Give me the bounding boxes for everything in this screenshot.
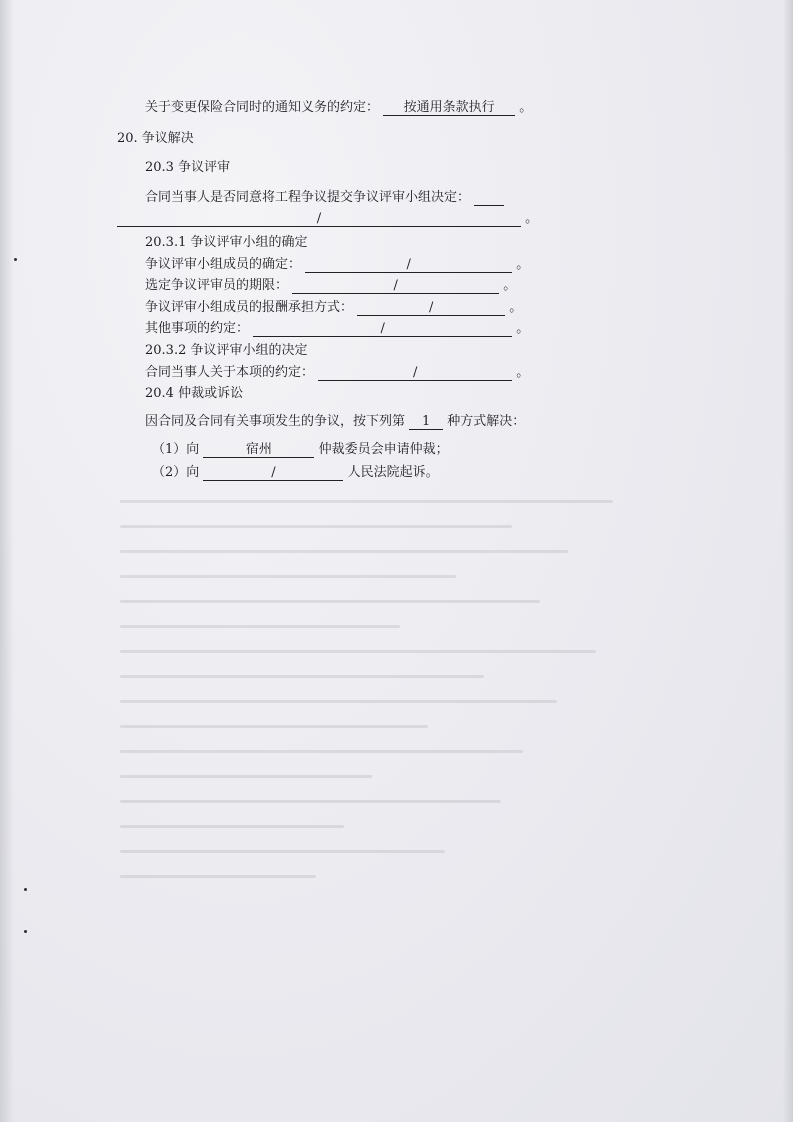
dispute-review-consent-line bbox=[145, 190, 504, 206]
section-heading-20-3-1: 20.3.1 争议评审小组的确定 bbox=[145, 235, 308, 250]
field-label: 争议评审小组成员的确定： bbox=[145, 257, 302, 272]
field-value: 宿州 bbox=[203, 443, 314, 458]
field-label: 其他事项的约定： bbox=[145, 321, 250, 336]
field-label: 合同当事人是否同意将工程争议提交争议评审小组决定： bbox=[145, 190, 471, 205]
field-end: 。 bbox=[516, 257, 530, 272]
dispute-review-consent-continuation bbox=[117, 211, 538, 227]
review-member-determination-line bbox=[145, 257, 529, 273]
field-value: / bbox=[292, 279, 499, 294]
reviewer-selection-deadline-line bbox=[145, 278, 516, 294]
field-label: （2）向 bbox=[152, 465, 200, 480]
field-value: 1 bbox=[409, 415, 443, 430]
section-heading-20: 20. 争议解决 bbox=[117, 131, 194, 146]
field-blank bbox=[474, 191, 504, 206]
field-label: 合同当事人关于本项的约定： bbox=[145, 365, 315, 380]
field-value: 按通用条款执行 bbox=[383, 101, 515, 116]
field-label: （1）向 bbox=[152, 442, 200, 457]
field-end: 人民法院起诉。 bbox=[347, 465, 439, 480]
field-end: 。 bbox=[519, 100, 533, 115]
punch-mark bbox=[24, 888, 27, 891]
field-value: / bbox=[318, 366, 512, 381]
page-shadow-right bbox=[783, 0, 793, 1122]
field-value: / bbox=[253, 322, 512, 337]
litigation-option-line bbox=[152, 465, 439, 481]
field-label: 关于变更保险合同时的通知义务的约定： bbox=[145, 100, 380, 115]
field-end: 。 bbox=[503, 278, 517, 293]
dispute-method-line bbox=[145, 414, 525, 430]
field-end: 。 bbox=[509, 300, 523, 315]
field-value: / bbox=[357, 301, 505, 316]
field-end: 仲裁委员会申请仲裁； bbox=[318, 442, 449, 457]
section-heading-20-3-2: 20.3.2 争议评审小组的决定 bbox=[145, 343, 308, 358]
field-end: 。 bbox=[516, 321, 530, 336]
insurance-change-notice-line bbox=[145, 100, 532, 116]
field-value: / bbox=[117, 212, 521, 227]
field-label: 因合同及合同有关事项发生的争议，按下列第 bbox=[145, 414, 406, 429]
party-agreement-line bbox=[145, 365, 529, 381]
field-end: 。 bbox=[516, 365, 530, 380]
bleed-through-text bbox=[120, 500, 680, 1020]
reviewer-remuneration-line bbox=[145, 300, 522, 316]
section-heading-20-3: 20.3 争议评审 bbox=[145, 160, 231, 175]
other-matters-line bbox=[145, 321, 529, 337]
field-label: 争议评审小组成员的报酬承担方式： bbox=[145, 300, 354, 315]
punch-mark bbox=[14, 258, 17, 261]
field-end: 种方式解决： bbox=[447, 414, 526, 429]
page-shadow-left bbox=[0, 0, 14, 1122]
field-end: 。 bbox=[525, 211, 539, 226]
field-label: 选定争议评审员的期限： bbox=[145, 278, 289, 293]
field-value: / bbox=[305, 258, 512, 273]
field-value: / bbox=[203, 466, 343, 481]
section-heading-20-4: 20.4 仲裁或诉讼 bbox=[145, 386, 244, 401]
punch-mark bbox=[24, 930, 27, 933]
arbitration-option-line bbox=[152, 442, 449, 458]
